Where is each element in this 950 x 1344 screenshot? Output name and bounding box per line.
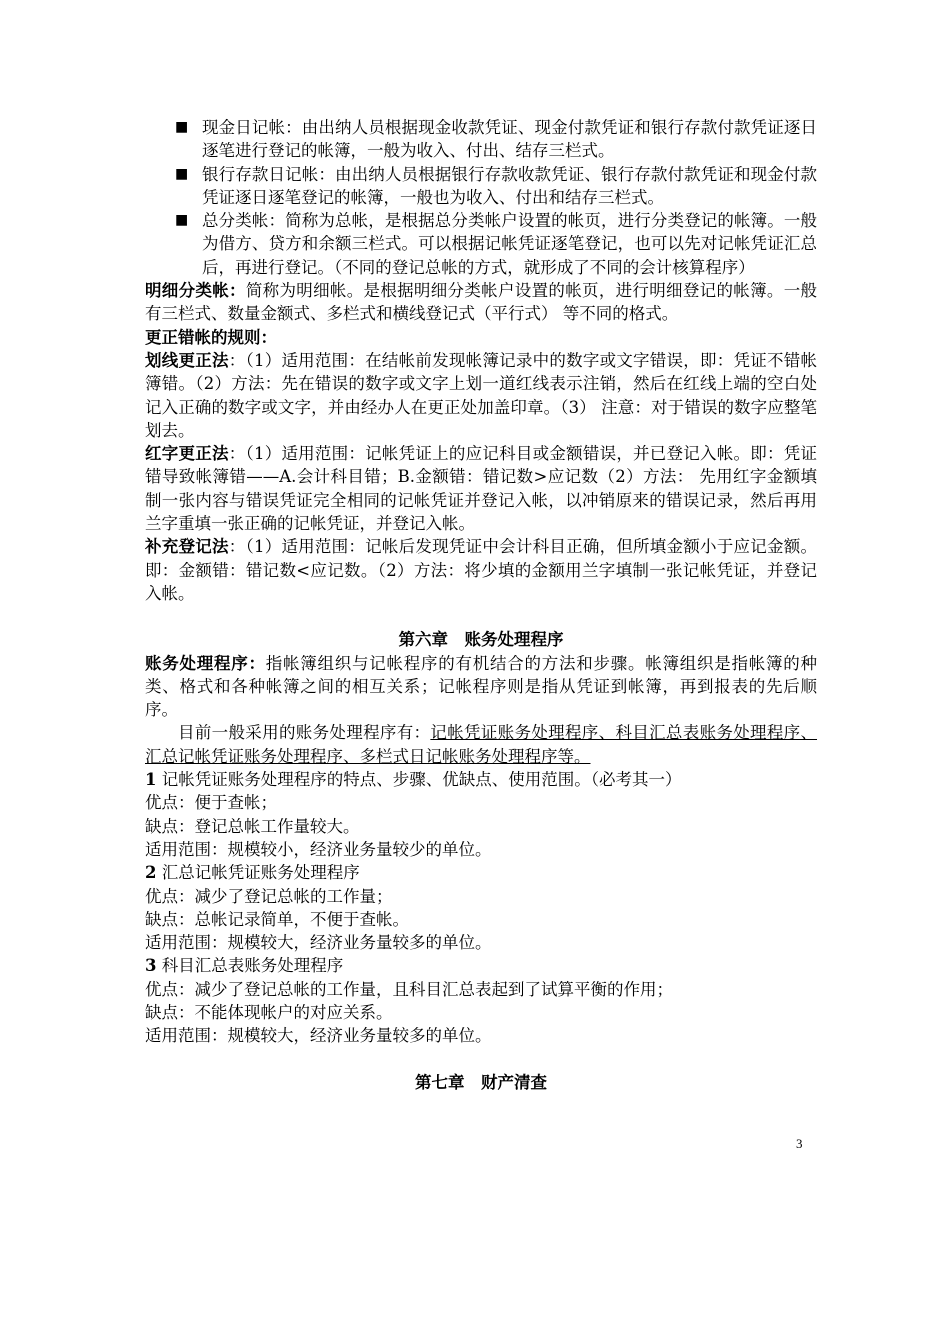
line-correction-paragraph: [145, 349, 817, 442]
line-correction-term: 划线更正法: [145, 350, 229, 370]
procedure-types-paragraph: [145, 721, 817, 768]
red-correction-text: ：（1）适用范围：记帐凭证上的应记科目或金额错误，并已登记入帐。即：凭证错导致帐簿错——A.会计科目错；B.金额错：错记数>应记数（2）方法： 先用红字金额填制一张内容与错误凭证完全相同的记帐凭证并登记入帐，以冲销原来的错误记录，然后再用兰字重填一张正确的记帐凭证，并登记入帐。: [145, 444, 817, 534]
detail-ledger-paragraph: [145, 279, 817, 326]
supplement-correction-text: ：（1）适用范围：记帐后发现凭证中会计科目正确，但所填金额小于应记金额。即：金额错：错记数<应记数。（2）方法：将少填的金额用兰字填制一张记帐凭证，并登记入帐。: [145, 537, 817, 603]
square-bullet-icon: ■: [175, 119, 189, 135]
bullet-item-bank-journal: [145, 163, 817, 210]
line-correction-text: ：（1）适用范围：在结帐前发现帐簿记录中的数字或文字错误，即：凭证不错帐簿错。（2）方法：先在错误的数字或文字上划一道红线表示注销，然后在红线上端的空白处记入正确的数字或文字，并由经办人在更正处加盖印章。（3） 注意：对于错误的数字应整笔划去。: [145, 350, 817, 440]
spacer: [145, 1048, 817, 1071]
page-number: 3: [796, 1136, 803, 1151]
page-content: [145, 116, 817, 1094]
red-correction-paragraph: [145, 442, 817, 535]
procedure-definition-text: 指帐簿组织与记帐程序的有机结合的方法和步骤。帐簿组织是指帐簿的种类、格式和各种帐簿之间的相互关系；记帐程序则是指从凭证到帐簿，再到报表的先后顺序。: [145, 653, 817, 720]
spacer: [145, 605, 817, 628]
procedure-number: 1: [145, 770, 157, 790]
supplement-correction-term: 补充登记法: [145, 537, 229, 557]
procedure-title: 记帐凭证账务处理程序的特点、步骤、优缺点、使用范围。（必考其一）: [156, 770, 682, 790]
procedure-number: 2: [145, 863, 157, 883]
procedure-2-heading: [145, 861, 817, 884]
procedure-2-pros: 优点：减少了登记总帐的工作量；: [145, 886, 393, 906]
procedure-types-list: 记帐凭证账务处理程序、科目汇总表账务处理程序、汇总记帐凭证账务处理程序、多栏式日记帐账务处理程序等。: [145, 723, 818, 766]
bullet-text: 总分类帐：简称为总帐，是根据总分类帐户设置的帐页，进行分类登记的帐簿。一般为借方、贷方和余额三栏式。可以根据记帐凭证逐笔登记，也可以先对记帐凭证汇总后，再进行登记。（不同的登记总帐的方式，就形成了不同的会计核算程序）: [202, 211, 817, 277]
detail-ledger-text: 简称为明细帐。是根据明细分类帐户设置的帐页，进行明细登记的帐簿。一般有三栏式、数量金额式、多栏式和横线登记式（平行式） 等不同的格式。: [145, 281, 818, 324]
bullet-item-cash-journal: [145, 116, 817, 163]
procedure-types-prefix: 目前一般采用的账务处理程序有：: [178, 723, 431, 743]
procedure-definition-paragraph: [145, 652, 817, 722]
square-bullet-icon: ■: [175, 212, 189, 229]
procedure-definition-term: 账务处理程序：: [145, 653, 266, 673]
procedure-2-cons: 缺点：总帐记录简单，不便于查帐。: [145, 909, 409, 929]
procedure-1-scope: 适用范围：规模较小，经济业务量较少的单位。: [145, 839, 492, 859]
bullet-item-general-ledger: [145, 209, 817, 279]
bullet-text: 银行存款日记帐：由出纳人员根据银行存款收款凭证、银行存款付款凭证和现金付款凭证逐日逐笔登记的帐簿，一般也为收入、付出和结存三栏式。: [202, 164, 817, 207]
procedure-3-heading: [145, 954, 817, 977]
procedure-3-cons: 缺点：不能体现帐户的对应关系。: [145, 1002, 393, 1022]
square-bullet-icon: ■: [175, 165, 189, 182]
detail-ledger-term: 明细分类帐：: [145, 281, 246, 301]
procedure-3-scope: 适用范围：规模较大，经济业务量较多的单位。: [145, 1026, 492, 1046]
procedure-title: 科目汇总表账务处理程序: [156, 956, 344, 976]
procedure-1-cons: 缺点：登记总帐工作量较大。: [145, 816, 360, 836]
red-correction-term: 红字更正法: [145, 444, 229, 464]
correction-rules-heading: 更正错帐的规则：: [145, 327, 277, 347]
procedure-number: 3: [145, 956, 157, 976]
procedure-title: 汇总记帐凭证账务处理程序: [156, 863, 360, 883]
procedure-1-heading: [145, 768, 817, 791]
chapter-six-title: 第六章 账务处理程序: [398, 630, 564, 650]
chapter-seven-title: 第七章 财产清查: [415, 1072, 547, 1092]
procedure-2-scope: 适用范围：规模较大，经济业务量较多的单位。: [145, 933, 492, 953]
bullet-text: 现金日记帐：由出纳人员根据现金收款凭证、现金付款凭证和银行存款付款凭证逐日逐笔进行登记的帐簿，一般为收入、付出、结存三栏式。: [202, 118, 817, 161]
procedure-3-pros: 优点：减少了登记总帐的工作量，且科目汇总表起到了试算平衡的作用；: [145, 979, 673, 999]
procedure-1-pros: 优点：便于查帐；: [145, 793, 277, 813]
supplement-correction-paragraph: [145, 535, 817, 605]
